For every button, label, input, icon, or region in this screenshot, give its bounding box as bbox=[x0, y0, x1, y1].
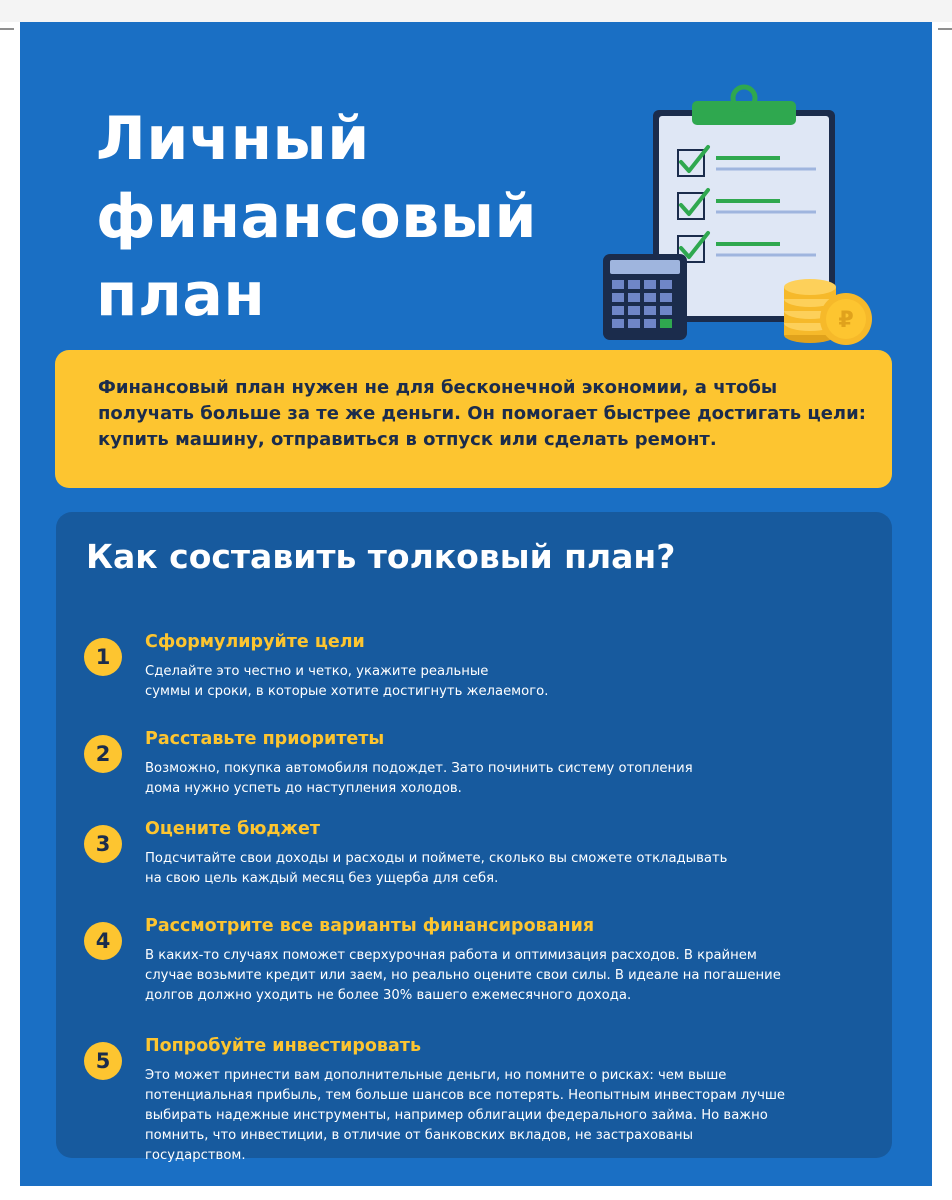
step-title: Оцените бюджет bbox=[145, 819, 320, 839]
step-description-line: Подсчитайте свои доходы и расходы и поймете, сколько вы сможете откладывать bbox=[145, 851, 728, 866]
step-description-line: потенциальная прибыль, тем больше шансов все потерять. Неопытным инвесторам лучше bbox=[145, 1088, 786, 1103]
step-description-line: суммы и сроки, в которые хотите достигнуть желаемого. bbox=[145, 684, 549, 699]
step-description-line: на свою цель каждый месяц без ущерба для себя. bbox=[145, 871, 499, 886]
step-title: Сформулируйте цели bbox=[145, 632, 365, 652]
infographic-poster bbox=[20, 22, 932, 1186]
step-description-line: государством. bbox=[145, 1148, 246, 1163]
step-description bbox=[145, 849, 727, 889]
step-description bbox=[145, 946, 781, 1006]
title-line-3: план bbox=[96, 260, 266, 330]
intro-callout bbox=[55, 350, 892, 488]
step-title: Расставьте приоритеты bbox=[145, 729, 385, 749]
step-description-line: Возможно, покупка автомобиля подождет. Зато починить систему отопления bbox=[145, 761, 693, 776]
section-title: Как составить толковый план? bbox=[86, 537, 676, 576]
title-line-2: финансовый bbox=[96, 182, 538, 252]
step-description-line: случае возьмите кредит или заем, но реально оцените свои силы. В идеале на погашение bbox=[145, 968, 781, 983]
step-description bbox=[145, 759, 693, 799]
step-number-badge: 2 bbox=[84, 735, 122, 773]
crop-mark-left bbox=[0, 28, 14, 30]
step-number-badge: 5 bbox=[84, 1042, 122, 1080]
steps-panel bbox=[56, 512, 892, 1163]
step-description-line: долгов должно уходить не более 30% вашего ежемесячного дохода. bbox=[145, 988, 632, 1003]
ruble-coin-icon bbox=[820, 293, 872, 345]
step-description-line: помнить, что инвестиции, в отличие от банковских вкладов, не застрахованы bbox=[145, 1128, 693, 1143]
calculator-icon bbox=[603, 254, 687, 340]
step-description bbox=[145, 1066, 785, 1166]
title-line-1: Личный bbox=[96, 104, 370, 174]
finance-illustration bbox=[580, 67, 880, 347]
intro-text: Финансовый план нужен не для бесконечной экономии, а чтобы получать больше за те же деньги. Он помогает быстрее достигать цели: купить машину, отправиться в отпуск или сделать ремонт. bbox=[98, 377, 866, 450]
step-description-line: Сделайте это честно и четко, укажите реальные bbox=[145, 664, 489, 679]
step-number-badge: 4 bbox=[84, 922, 122, 960]
step-description-line: выбирать надежные инструменты, например облигации федерального займа. Но важно bbox=[145, 1108, 768, 1123]
top-strip bbox=[0, 0, 952, 22]
step-title: Рассмотрите все варианты финансирования bbox=[145, 916, 595, 936]
step-description-line: дома нужно успеть до наступления холодов. bbox=[145, 781, 462, 796]
step-description-line: В каких-то случаях поможет сверхурочная работа и оптимизация расходов. В крайнем bbox=[145, 948, 757, 963]
step-number-badge: 3 bbox=[84, 825, 122, 863]
page-title bbox=[96, 100, 537, 334]
svg-text:₽: ₽ bbox=[838, 308, 854, 333]
step-description-line: Это может принести вам дополнительные деньги, но помните о рисках: чем выше bbox=[145, 1068, 727, 1083]
step-description bbox=[145, 662, 548, 702]
step-number-badge: 1 bbox=[84, 638, 122, 676]
step-title: Попробуйте инвестировать bbox=[145, 1036, 422, 1056]
crop-mark-right bbox=[938, 28, 952, 30]
